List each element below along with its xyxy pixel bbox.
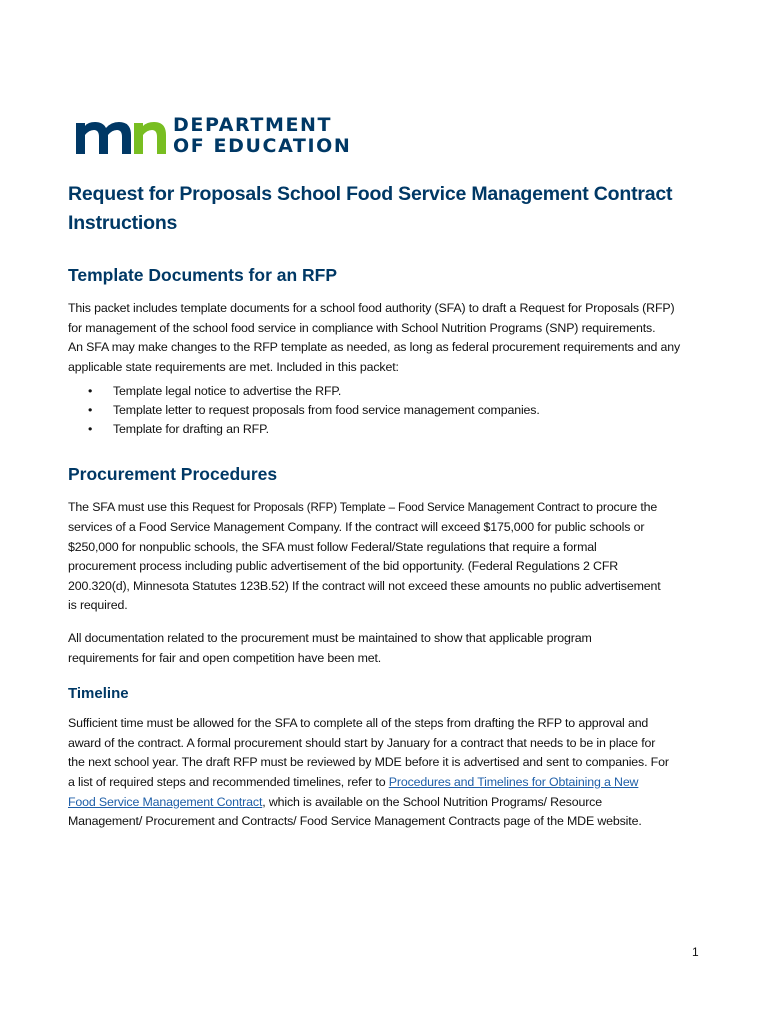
logo-wordmark — [173, 115, 351, 157]
paragraph-line — [68, 793, 708, 813]
document-title — [68, 180, 708, 238]
paragraph-line: award of the contract. A formal procurement should start by January for a contract that needs to be in place for — [68, 735, 656, 750]
paragraph-line: requirements for fair and open competition have been met. — [68, 650, 382, 665]
procedures-timelines-link[interactable]: Procedures and Timelines for Obtaining a New — [388, 774, 639, 789]
paragraph-line — [68, 498, 708, 518]
procurement-paragraph-1 — [68, 498, 708, 616]
paragraph-line: procurement process including public advertisement of the bid opportunity. (Federal Regulations 2 CFR — [68, 559, 619, 574]
logo-line-of-education: OF EDUCATION — [173, 135, 352, 157]
paragraph-line: 200.320(d), Minnesota Statutes 123B.52) If the contract will not exceed these amounts no public advertisement — [68, 578, 661, 593]
paragraph-line: All documentation related to the procurement must be maintained to show that applicable program — [68, 630, 592, 645]
list-item-text: Template legal notice to advertise the RFP. — [113, 384, 342, 399]
bullet-icon: • — [88, 422, 93, 437]
paragraph-line: for management of the school food service in compliance with School Nutrition Programs (SNP) requirements. — [68, 320, 656, 335]
document-title-reference: Request for Proposals (RFP) Template – Food Service Management Contract — [192, 501, 580, 515]
heading-template-documents: Template Documents for an RFP — [68, 265, 338, 285]
heading-procurement-procedures: Procurement Procedures — [68, 464, 278, 485]
paragraph-line: the next school year. The draft RFP must be reviewed by MDE before it is advertised and sent to companies. For — [68, 755, 669, 770]
text-run: a list of required steps and recommended timelines, refer to — [68, 774, 389, 789]
list-item-text: Template letter to request proposals from food service management companies. — [113, 403, 540, 418]
mn-logo-mark-icon — [74, 113, 166, 165]
page-number: 1 — [692, 945, 699, 959]
logo-line-department: DEPARTMENT — [173, 114, 333, 136]
template-bullet-list — [68, 382, 708, 439]
paragraph-line: services of a Food Service Management Company. If the contract will exceed $175,000 for public schools or — [68, 519, 645, 534]
list-item-text: Template for drafting an RFP. — [113, 422, 269, 437]
paragraph-line — [68, 773, 708, 793]
mde-logo — [74, 113, 364, 165]
list-item — [68, 401, 708, 420]
timeline-paragraph — [68, 714, 708, 832]
paragraph-line: An SFA may make changes to the RFP template as needed, as long as federal procurement requirements and any — [68, 340, 681, 355]
procedures-timelines-link-continued[interactable]: Food Service Management Contract — [68, 794, 263, 809]
paragraph-line: is required. — [68, 598, 128, 613]
title-line: Request for Proposals School Food Service Management Contract — [68, 183, 673, 205]
template-paragraph — [68, 299, 708, 377]
list-item — [68, 420, 708, 439]
title-line: Instructions — [68, 212, 178, 234]
document-body — [68, 180, 708, 832]
paragraph-line: Sufficient time must be allowed for the SFA to complete all of the steps from drafting the RFP to approval and — [68, 716, 649, 731]
text-run: The SFA must use this — [68, 500, 193, 515]
paragraph-line: $250,000 for nonpublic schools, the SFA must follow Federal/State regulations that require a formal — [68, 539, 597, 554]
text-run: to procure the — [579, 500, 658, 515]
paragraph-line: Management/ Procurement and Contracts/ Food Service Management Contracts page of the MDE website. — [68, 814, 642, 829]
paragraph-line: applicable state requirements are met. Included in this packet: — [68, 359, 399, 374]
paragraph-line: This packet includes template documents for a school food authority (SFA) to draft a Request for Proposals (RFP) — [68, 301, 675, 315]
bullet-icon: • — [88, 384, 93, 399]
bullet-icon: • — [88, 403, 93, 418]
procurement-paragraph-2 — [68, 629, 708, 668]
heading-timeline: Timeline — [68, 685, 129, 703]
text-run: , which is available on the School Nutrition Programs/ Resource — [262, 794, 602, 809]
list-item — [68, 382, 708, 401]
